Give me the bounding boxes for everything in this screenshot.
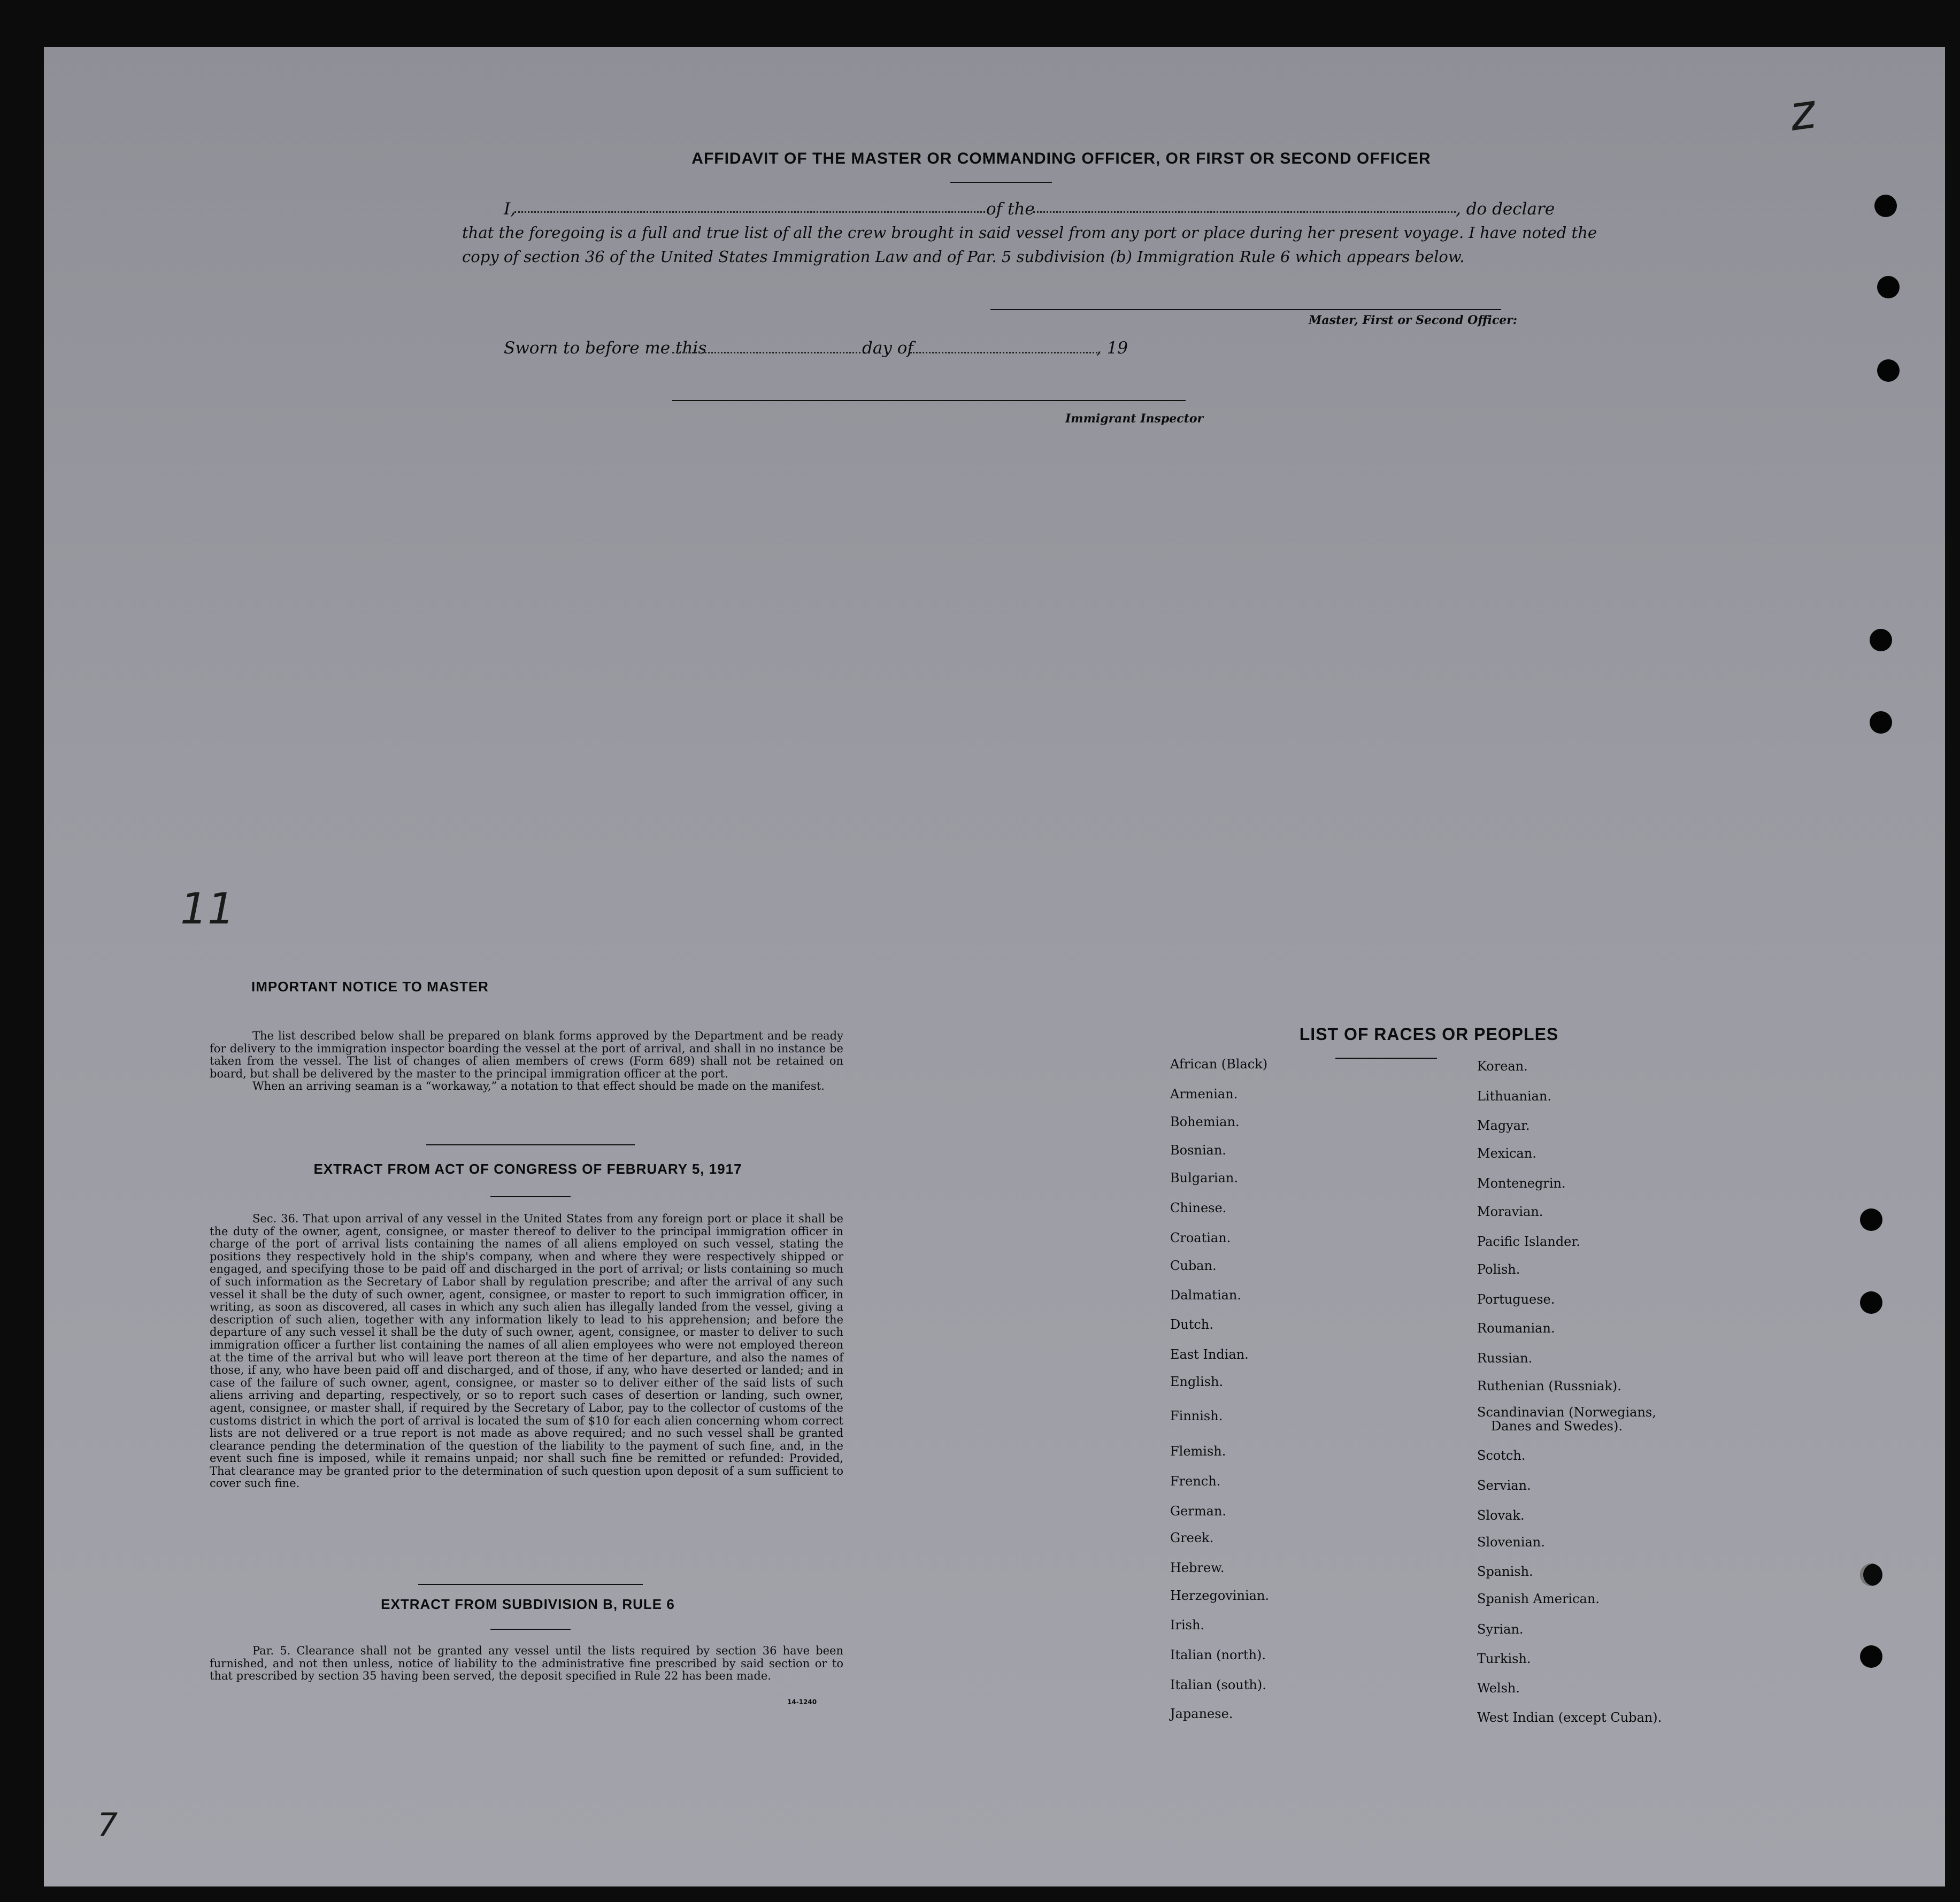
punch-hole <box>1870 711 1892 734</box>
act-extract-paragraph: Sec. 36. That upon arrival of any vessel in the United States from any foreign port or place it shall be the duty of the owner, agent, consignee, or master thereof to deliver to the principal immigration officer in charge of the port of arrival lists containing the names of all aliens employed on such vessel, stating the positions they respectively hold in the ship's company, when and where they were respectively shipped or engaged, and specifying those to be paid off and discharged in the port of arrival; or lists containing so much of such information as the Secretary of Labor shall by regulation prescribe; and after the arrival of any such vessel it shall be the duty of such owner, agent, consignee, or master to report to such immigration officer, in writing, as soon as discovered, all cases in which any such alien has illegally landed from the vessel, giving a description of such alien, together with any information likely to lead to his apprehension; and before the departure of any such vessel it shall be the duty of such owner, agent, consignee, or master to deliver to such immigration officer a further list containing the names of all alien employees who were not employed thereon at the time of the arrival but who will leave port thereon at the time of her departure, and also the names of those, if any, who have been paid off and discharged, and of those, if any, who have deserted or landed; and in case of the failure of such owner, agent, consignee, or master so to deliver either of the said lists of such aliens arriving and departing, respectively, or so to report such cases of desertion or landing, such owner, agent, consignee, or master shall, if required by the Secretary of Labor, pay to the collector of customs of the customs district in which the port of arrival is located the sum of $10 for each alien concerning whom correct lists are not delivered or a true report is not made as above required; and no such vessel shall be granted clearance pending the determination of the question of the liability to the payment of such fine, and, in the event such fine is imposed, while it remains unpaid; nor shall such fine be remitted or refunded: Provided, That clearance may be granted prior to the determination of such question upon deposit of a sum sufficient to cover such fine. <box>210 1212 843 1490</box>
race-item: Montenegrin. <box>1477 1176 1566 1191</box>
race-item: Bulgarian. <box>1170 1171 1238 1185</box>
punch-hole <box>1860 1645 1882 1668</box>
race-item: Mexican. <box>1477 1146 1536 1161</box>
race-item: Chinese. <box>1170 1200 1227 1215</box>
race-item: Slovenian. <box>1477 1535 1545 1550</box>
race-item: Servian. <box>1477 1478 1531 1493</box>
notice-paragraph: The list described below shall be prepared on blank forms approved by the Department and be ready for delivery to the immigration inspector boarding the vessel at the port of arrival, and shall in no instance be taken from the vessel. The list of changes of alien members of crews (Form 689) shall not be retained on board, but shall be delivered by the master to the principal immigration officer at the port. <box>210 1029 843 1080</box>
section-rule <box>418 1584 643 1585</box>
race-item: Italian (north). <box>1170 1647 1266 1662</box>
vessel-name-field[interactable] <box>1033 211 1456 213</box>
race-item: Turkish. <box>1477 1651 1531 1666</box>
race-item: Russian. <box>1477 1351 1533 1366</box>
declarant-i-label: I, <box>504 199 516 219</box>
race-item: Ruthenian (Russniak). <box>1477 1379 1621 1393</box>
race-item: East Indian. <box>1170 1347 1249 1362</box>
master-signature-label: Master, First or Second Officer: <box>1309 313 1517 327</box>
notice-paragraph: When an arriving seaman is a “workaway,” a notation to that effect should be made on the manifest. <box>252 1080 825 1093</box>
act-extract-body <box>210 1213 843 1490</box>
section-rule <box>490 1629 571 1630</box>
race-item: West Indian (except Cuban). <box>1477 1710 1662 1725</box>
form-code: 14-1240 <box>787 1698 817 1706</box>
race-item: French. <box>1170 1474 1221 1489</box>
race-item: Magyar. <box>1477 1118 1530 1133</box>
race-item: Dalmatian. <box>1170 1288 1242 1303</box>
races-title-rule <box>1335 1058 1437 1059</box>
punch-hole <box>1860 1564 1882 1586</box>
sworn-day-field[interactable] <box>672 352 865 353</box>
document-page <box>44 47 1945 1886</box>
year-label: , 19 <box>1096 338 1128 358</box>
inspector-signature-line[interactable] <box>672 400 1186 401</box>
of-the-label: of the <box>986 199 1035 219</box>
affidavit-statement-line1: that the foregoing is a full and true list of all the crew brought in said vessel from any port or place during her present voyage. I have noted the <box>462 224 1597 242</box>
race-item: Scotch. <box>1477 1448 1526 1463</box>
race-item: Polish. <box>1477 1262 1520 1277</box>
race-item: Greek. <box>1170 1530 1214 1545</box>
race-item: Pacific Islander. <box>1477 1234 1580 1249</box>
race-item: Bosnian. <box>1170 1143 1226 1158</box>
master-signature-line[interactable] <box>990 309 1501 310</box>
race-item: Irish. <box>1170 1618 1205 1633</box>
race-item: Lithuanian. <box>1477 1089 1552 1104</box>
race-item: Scandinavian (Norwegians, <box>1477 1405 1656 1420</box>
rule-extract-title: EXTRACT FROM SUBDIVISION B, RULE 6 <box>381 1596 675 1612</box>
affidavit-title: AFFIDAVIT OF THE MASTER OR COMMANDING OFFICER, OR FIRST OR SECOND OFFICER <box>691 150 1431 167</box>
do-declare-label: , do declare <box>1456 199 1555 219</box>
races-list-title: LIST OF RACES OR PEOPLES <box>1299 1025 1559 1044</box>
handwritten-mark: 7 <box>97 1806 118 1844</box>
rule-extract-paragraph: Par. 5. Clearance shall not be granted any vessel until the lists required by section 36 have been furnished, and not then unless, notice of liability to the administrative fine prescribed by said section or to that prescribed by section 35 having been served, the deposit specified in Rule 22 has been made. <box>210 1644 843 1683</box>
notice-body <box>210 1030 843 1093</box>
act-extract-title: EXTRACT FROM ACT OF CONGRESS OF FEBRUARY 5, 1917 <box>313 1161 742 1177</box>
race-item: Welsh. <box>1477 1681 1520 1696</box>
punch-hole <box>1860 1291 1882 1314</box>
race-item: Slovak. <box>1477 1508 1525 1523</box>
race-item: Hebrew. <box>1170 1560 1225 1575</box>
day-of-label: day of <box>862 338 913 358</box>
race-item: Roumanian. <box>1477 1321 1555 1336</box>
race-item: German. <box>1170 1504 1226 1519</box>
affidavit-statement-line2: copy of section 36 of the United States Immigration Law and of Par. 5 subdivision (b) Immigration Rule 6 which appears below. <box>462 248 1465 266</box>
race-item: Flemish. <box>1170 1444 1226 1459</box>
race-item: Spanish. <box>1477 1564 1533 1579</box>
rule-extract-body <box>210 1645 843 1683</box>
section-rule <box>426 1144 635 1145</box>
race-item: Armenian. <box>1170 1087 1238 1102</box>
punch-hole <box>1870 629 1892 651</box>
race-item: Portuguese. <box>1477 1292 1555 1307</box>
sworn-month-field[interactable] <box>910 352 1097 353</box>
handwritten-mark: z <box>1786 83 1819 142</box>
race-item: Japanese. <box>1170 1706 1233 1721</box>
race-item: Italian (south). <box>1170 1677 1266 1692</box>
race-item: Danes and Swedes). <box>1491 1419 1623 1434</box>
race-item: Korean. <box>1477 1059 1528 1074</box>
race-item: English. <box>1170 1374 1224 1389</box>
race-item: Bohemian. <box>1170 1114 1240 1129</box>
title-rule <box>950 182 1052 183</box>
punch-hole <box>1874 195 1897 217</box>
punch-hole <box>1877 276 1900 298</box>
handwritten-mark: 11 <box>180 884 235 934</box>
sworn-label: Sworn to before me this <box>504 338 707 358</box>
punch-hole <box>1877 359 1900 382</box>
declarant-name-field[interactable] <box>514 211 985 213</box>
race-item: Cuban. <box>1170 1258 1217 1273</box>
section-rule <box>490 1196 571 1197</box>
inspector-signature-label: Immigrant Inspector <box>1065 412 1204 426</box>
notice-title: IMPORTANT NOTICE TO MASTER <box>251 979 489 995</box>
race-item: Spanish American. <box>1477 1591 1600 1606</box>
race-item: Finnish. <box>1170 1408 1223 1423</box>
race-item: African (Black) <box>1170 1057 1268 1072</box>
race-item: Herzegovinian. <box>1170 1588 1270 1603</box>
punch-hole <box>1860 1208 1882 1231</box>
race-item: Croatian. <box>1170 1230 1231 1245</box>
race-item: Syrian. <box>1477 1622 1524 1637</box>
race-item: Dutch. <box>1170 1317 1213 1332</box>
race-item: Moravian. <box>1477 1204 1543 1219</box>
